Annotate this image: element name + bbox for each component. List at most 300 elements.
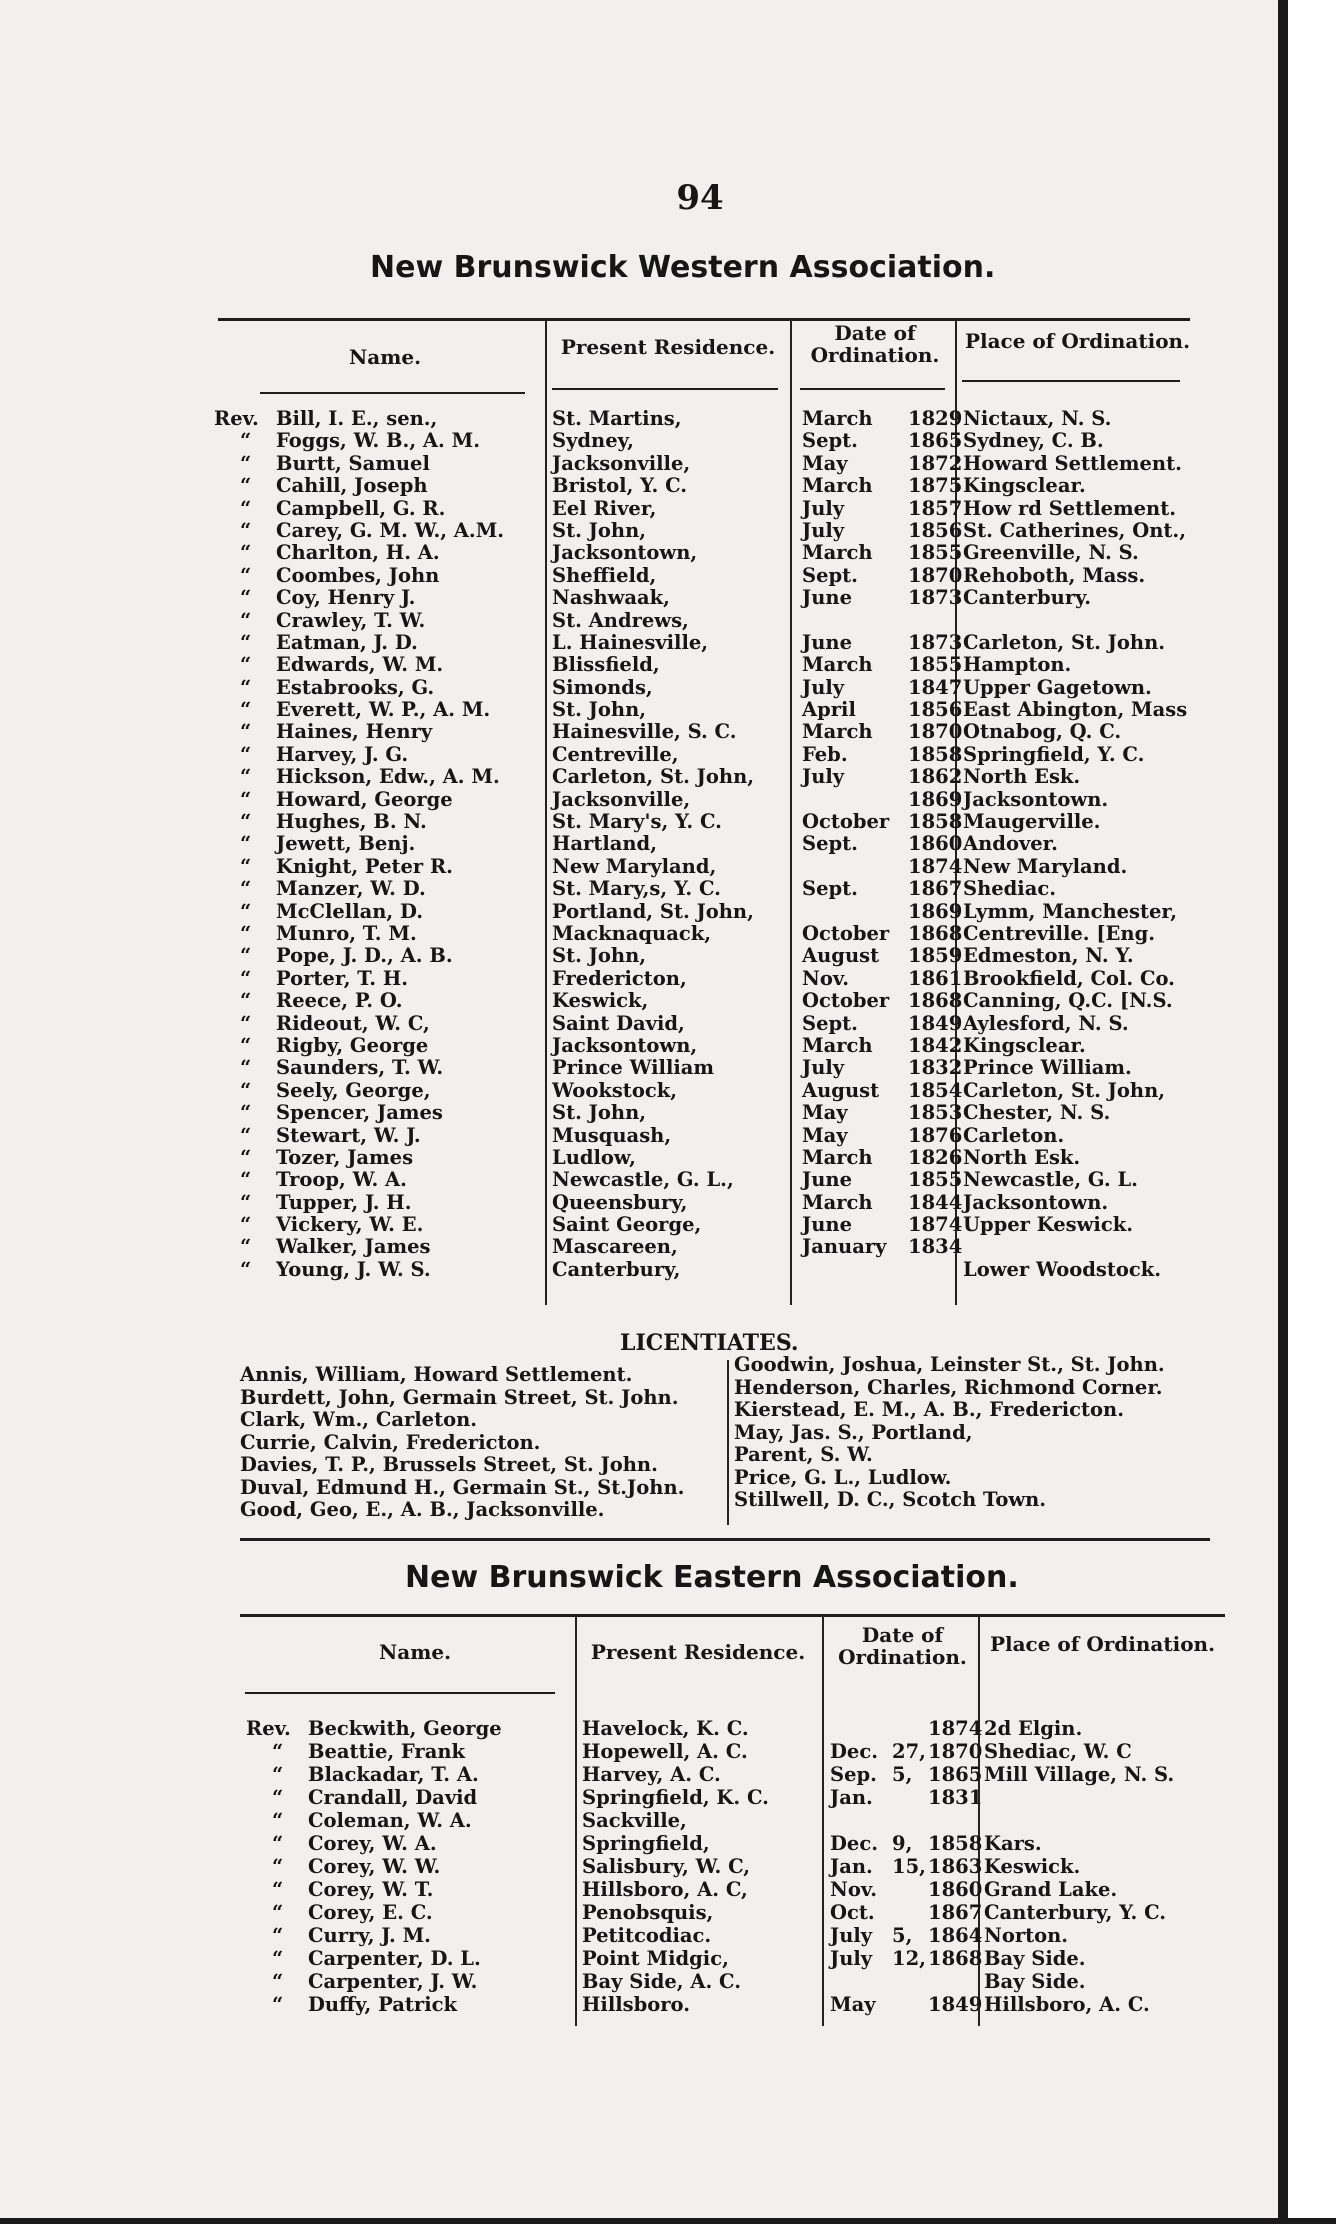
western-header-name: Name. [348, 345, 422, 369]
ordination-month: July [802, 518, 845, 542]
ordination-month: Nov. [830, 1878, 877, 1901]
place-of-ordination: Canning, Q.C. [N.S. [963, 989, 1173, 1013]
present-residence: Jacksontown, [552, 1033, 698, 1057]
place-of-ordination: Jacksontown. [963, 787, 1109, 811]
present-residence: Sydney, [552, 429, 634, 453]
table-row [0, 475, 1290, 497]
table-row [0, 632, 1290, 654]
ordination-month: Sept. [802, 877, 858, 901]
row-prefix: “ [240, 1213, 252, 1237]
ordination-month: March [802, 474, 873, 498]
present-residence: Sackville, [582, 1809, 687, 1832]
ordination-month: August [802, 944, 880, 968]
minister-name: Charlton, H. A. [276, 541, 440, 565]
ordination-year: 1857 [908, 496, 963, 520]
table-row [0, 1147, 1290, 1169]
present-residence: Ludlow, [552, 1145, 636, 1169]
present-residence: Eel River, [552, 496, 657, 520]
ordination-year: 1829 [908, 407, 963, 430]
licentiate-entry: Davies, T. P., Brussels Street, St. John. [240, 1453, 658, 1476]
table-row [0, 990, 1290, 1012]
ordination-year: 1875 [908, 474, 963, 498]
minister-name: Carpenter, J. W. [308, 1970, 478, 1993]
licentiates-right-list [734, 1354, 1165, 1512]
eastern-header-name: Name. [378, 1640, 452, 1664]
place-of-ordination: St. Catherines, Ont., [963, 518, 1186, 542]
present-residence: Hartland, [552, 832, 657, 856]
table-row [0, 610, 1290, 632]
minister-name: Estabrooks, G. [276, 675, 435, 699]
ordination-month: Sept. [802, 429, 858, 453]
place-of-ordination: Upper Keswick. [963, 1213, 1134, 1237]
row-prefix: “ [272, 1809, 284, 1832]
ordination-month: October [802, 989, 890, 1013]
table-row [0, 1013, 1290, 1035]
table-row [0, 1192, 1290, 1214]
western-underline-place [962, 380, 1180, 382]
present-residence: St. Martins, [552, 407, 682, 430]
present-residence: Harvey, A. C. [582, 1763, 721, 1786]
ordination-year: 1870 [908, 563, 963, 587]
western-header-residence: Present Residence. [560, 335, 776, 359]
ordination-year: 1826 [908, 1145, 963, 1169]
place-of-ordination: Canterbury. [963, 586, 1091, 610]
present-residence: Portland, St. John, [552, 899, 754, 923]
ordination-year: 1863 [928, 1855, 983, 1878]
table-row [0, 1035, 1290, 1057]
minister-name: Carpenter, D. L. [308, 1947, 481, 1970]
minister-name: Crandall, David [308, 1786, 478, 1809]
row-prefix: “ [240, 832, 252, 856]
table-row [0, 1925, 1290, 1948]
licentiates-left-list [240, 1364, 684, 1522]
row-prefix: “ [240, 1235, 252, 1259]
place-of-ordination: Kingsclear. [963, 474, 1086, 498]
present-residence: St. John, [552, 944, 647, 968]
minister-name: Bill, I. E., sen., [276, 407, 438, 430]
row-prefix: “ [240, 989, 252, 1013]
present-residence: Jacksontown, [552, 541, 698, 565]
row-prefix: “ [240, 742, 252, 766]
ordination-year: 1869 [908, 899, 963, 923]
ordination-month: Sep. [830, 1763, 877, 1786]
minister-name: Porter, T. H. [276, 966, 409, 990]
present-residence: Petitcodiac. [582, 1924, 712, 1947]
row-prefix: “ [240, 563, 252, 587]
place-of-ordination: Carleton, St. John. [963, 630, 1166, 654]
minister-name: Tupper, J. H. [276, 1190, 412, 1214]
place-of-ordination: Carleton. [963, 1123, 1065, 1147]
present-residence: St. Mary's, Y. C. [552, 810, 722, 834]
minister-name: Coleman, W. A. [308, 1809, 472, 1832]
present-residence: Carleton, St. John, [552, 765, 755, 789]
ordination-month: March [802, 1033, 873, 1057]
ordination-month: May [830, 1993, 876, 2016]
ordination-month: March [802, 541, 873, 565]
place-of-ordination: Centreville. [Eng. [963, 921, 1156, 945]
place-of-ordination: Jacksontown. [963, 1190, 1109, 1214]
licentiate-entry: Clark, Wm., Carleton. [240, 1408, 478, 1431]
ordination-day: 12, [892, 1947, 926, 1970]
western-underline-name [260, 392, 525, 394]
minister-name: Edwards, W. M. [276, 653, 444, 677]
row-prefix: “ [240, 1190, 252, 1214]
place-of-ordination: Upper Gagetown. [963, 675, 1152, 699]
ordination-year: 1854 [908, 1078, 963, 1102]
minister-name: Harvey, J. G. [276, 742, 409, 766]
minister-name: Vickery, W. E. [276, 1213, 424, 1237]
minister-name: Coombes, John [276, 563, 440, 587]
row-prefix: “ [240, 630, 252, 654]
ordination-day: 27, [892, 1740, 926, 1763]
table-row [0, 1833, 1290, 1856]
minister-name: Stewart, W. J. [276, 1123, 421, 1147]
ordination-year: 1860 [928, 1878, 983, 1901]
minister-name: Rigby, George [276, 1033, 429, 1057]
ordination-year: 1832 [908, 1056, 963, 1080]
ordination-month: July [802, 1056, 845, 1080]
row-prefix: “ [240, 1145, 252, 1169]
western-underline-residence [552, 388, 778, 390]
ordination-year: 1869 [908, 787, 963, 811]
licentiates-title: LICENTIATES. [620, 1330, 799, 1356]
minister-name: Seely, George, [276, 1078, 431, 1102]
minister-name: Howard, George [276, 787, 453, 811]
table-row [0, 744, 1290, 766]
table-row [0, 453, 1290, 475]
eastern-table-body [0, 1718, 1290, 2017]
minister-name: Corey, W. T. [308, 1878, 434, 1901]
row-prefix: “ [240, 765, 252, 789]
present-residence: Centreville, [552, 742, 679, 766]
row-prefix: “ [240, 451, 252, 475]
eastern-top-rule [240, 1614, 1225, 1617]
present-residence: Fredericton, [552, 966, 687, 990]
place-of-ordination: Grand Lake. [984, 1878, 1118, 1901]
present-residence: Springfield, [582, 1832, 710, 1855]
table-row [0, 901, 1290, 923]
table-row [0, 1259, 1290, 1281]
place-of-ordination: Keswick. [984, 1855, 1081, 1878]
table-row [0, 811, 1290, 833]
ordination-year: 1859 [908, 944, 963, 968]
table-row [0, 1764, 1290, 1787]
ordination-year: 1868 [908, 989, 963, 1013]
present-residence: Point Midgic, [582, 1947, 729, 1970]
row-prefix: “ [240, 608, 252, 632]
present-residence: Prince William [552, 1056, 715, 1080]
present-residence: Saint David, [552, 1011, 685, 1035]
ordination-year: 1858 [908, 810, 963, 834]
minister-name: Coy, Henry J. [276, 586, 416, 610]
row-prefix: “ [240, 1011, 252, 1035]
row-prefix: “ [240, 877, 252, 901]
present-residence: St. John, [552, 518, 647, 542]
ordination-month: Dec. [830, 1740, 878, 1763]
place-of-ordination: Aylesford, N. S. [963, 1011, 1129, 1035]
present-residence: Jacksonville, [552, 787, 691, 811]
licentiate-entry: Burdett, John, Germain Street, St. John. [240, 1385, 679, 1409]
present-residence: Hillsboro, A. C, [582, 1878, 748, 1901]
row-prefix: Rev. [214, 407, 259, 430]
minister-name: Munro, T. M. [276, 921, 417, 945]
ordination-year: 1849 [928, 1993, 983, 2016]
ordination-month: June [802, 630, 852, 654]
eastern-top-separator [240, 1538, 1210, 1541]
table-row [0, 1236, 1290, 1258]
ordination-month: January [802, 1235, 887, 1259]
table-row [0, 945, 1290, 967]
ordination-month: Dec. [830, 1832, 878, 1855]
western-header-place: Place of Ordination. [964, 329, 1191, 353]
minister-name: Spencer, James [276, 1101, 443, 1125]
place-of-ordination: Nictaux, N. S. [963, 407, 1112, 430]
ordination-year: 1842 [908, 1033, 963, 1057]
ordination-month: October [802, 921, 890, 945]
table-row [0, 677, 1290, 699]
ordination-year: 1865 [928, 1763, 983, 1786]
present-residence: Hillsboro. [582, 1993, 690, 2016]
minister-name: McClellan, D. [276, 899, 424, 923]
minister-name: Haines, Henry [276, 720, 433, 744]
ordination-month: Jan. [830, 1786, 873, 1809]
present-residence: Nashwaak, [552, 586, 670, 610]
row-prefix: “ [272, 1786, 284, 1809]
table-row [0, 1741, 1290, 1764]
ordination-year: 1862 [908, 765, 963, 789]
ordination-year: 1853 [908, 1101, 963, 1125]
place-of-ordination: Rehoboth, Mass. [963, 563, 1146, 587]
place-of-ordination: Newcastle, G. L. [963, 1168, 1138, 1192]
ordination-day: 9, [892, 1832, 913, 1855]
ordination-month: Oct. [830, 1901, 875, 1924]
row-prefix: “ [240, 1101, 252, 1125]
place-of-ordination: Chester, N. S. [963, 1101, 1111, 1125]
western-header-date: Date of Ordination. [810, 321, 940, 367]
minister-name: Curry, J. M. [308, 1924, 431, 1947]
ordination-month: April [802, 698, 856, 722]
minister-name: Pope, J. D., A. B. [276, 944, 453, 968]
table-row [0, 498, 1290, 520]
present-residence: St. Mary,s, Y. C. [552, 877, 721, 901]
table-row [0, 408, 1290, 430]
present-residence: Queensbury, [552, 1190, 688, 1214]
place-of-ordination: New Maryland. [963, 854, 1128, 878]
scan-margin-right [1288, 0, 1336, 2224]
place-of-ordination: Lymm, Manchester, [963, 899, 1178, 923]
minister-name: Rideout, W. C, [276, 1011, 430, 1035]
licentiate-entry: May, Jas. S., Portland, [734, 1420, 973, 1444]
present-residence: Macknaquack, [552, 921, 712, 945]
table-row [0, 1080, 1290, 1102]
ordination-month: July [802, 765, 845, 789]
table-row [0, 1948, 1290, 1971]
present-residence: Simonds, [552, 675, 653, 699]
ordination-month: March [802, 407, 873, 430]
ordination-year: 1868 [928, 1947, 983, 1970]
table-row [0, 856, 1290, 878]
row-prefix: “ [240, 787, 252, 811]
minister-name: Manzer, W. D. [276, 877, 426, 901]
place-of-ordination: Shediac. [963, 877, 1057, 901]
table-row [0, 699, 1290, 721]
row-prefix: “ [272, 1878, 284, 1901]
minister-name: Reece, P. O. [276, 989, 403, 1013]
row-prefix: “ [240, 921, 252, 945]
row-prefix: “ [240, 474, 252, 498]
licentiate-entry: Kierstead, E. M., A. B., Fredericton. [734, 1398, 1124, 1421]
place-of-ordination: East Abington, Mass [963, 698, 1188, 722]
present-residence: St. John, [552, 698, 647, 722]
ordination-year: 1834 [908, 1235, 963, 1259]
row-prefix: “ [272, 1855, 284, 1878]
ordination-year: 1874 [908, 854, 963, 878]
ordination-year: 1844 [908, 1190, 963, 1214]
row-prefix: “ [272, 1947, 284, 1970]
place-of-ordination: Shediac, W. C [984, 1740, 1132, 1763]
row-prefix: “ [240, 1078, 252, 1102]
ordination-month: March [802, 720, 873, 744]
ordination-year: 1873 [908, 630, 963, 654]
table-row [0, 833, 1290, 855]
minister-name: Knight, Peter R. [276, 854, 453, 878]
ordination-year: 1849 [908, 1011, 963, 1035]
table-row [0, 565, 1290, 587]
table-row [0, 430, 1290, 452]
table-row [0, 542, 1290, 564]
ordination-month: Jan. [830, 1855, 873, 1878]
row-prefix: “ [240, 518, 252, 542]
table-row [0, 1856, 1290, 1879]
western-top-rule [218, 318, 1190, 321]
present-residence: Newcastle, G. L., [552, 1168, 734, 1192]
place-of-ordination: How rd Settlement. [963, 496, 1177, 520]
place-of-ordination: Greenville, N. S. [963, 541, 1139, 565]
ordination-day: 5, [892, 1924, 913, 1947]
table-row [0, 1810, 1290, 1833]
minister-name: Cahill, Joseph [276, 474, 428, 498]
ordination-year: 1873 [908, 586, 963, 610]
minister-name: Walker, James [276, 1235, 431, 1259]
licentiate-entry: Annis, William, Howard Settlement. [240, 1363, 633, 1386]
minister-name: Tozer, James [276, 1145, 414, 1169]
table-row [0, 1971, 1290, 1994]
ordination-month: Sept. [802, 832, 858, 856]
present-residence: Jacksonville, [552, 451, 691, 475]
ordination-year: 1864 [928, 1924, 983, 1947]
place-of-ordination: 2d Elgin. [984, 1717, 1083, 1740]
ordination-year: 1858 [908, 742, 963, 766]
minister-name: Corey, W. A. [308, 1832, 437, 1855]
ordination-day: 5, [892, 1763, 913, 1786]
ordination-year: 1855 [908, 1168, 963, 1192]
row-prefix: “ [240, 653, 252, 677]
ordination-month: August [802, 1078, 880, 1102]
table-row [0, 1879, 1290, 1902]
ordination-month: June [802, 1213, 852, 1237]
ordination-month: Nov. [802, 966, 849, 990]
row-prefix: “ [240, 496, 252, 520]
western-table-body [0, 408, 1290, 1281]
row-prefix: “ [240, 720, 252, 744]
eastern-header-place: Place of Ordination. [989, 1632, 1216, 1656]
minister-name: Everett, W. P., A. M. [276, 698, 491, 722]
place-of-ordination: Bay Side. [984, 1947, 1086, 1970]
ordination-month: May [802, 451, 848, 475]
ordination-year: 1856 [908, 698, 963, 722]
ordination-month: October [802, 810, 890, 834]
table-row [0, 587, 1290, 609]
row-prefix: “ [240, 1056, 252, 1080]
place-of-ordination: Prince William. [963, 1056, 1132, 1080]
ordination-year: 1874 [908, 1213, 963, 1237]
table-row [0, 1169, 1290, 1191]
table-row [0, 1994, 1290, 2017]
scan-border-bottom [0, 2218, 1336, 2224]
licentiate-entry: Good, Geo, E., A. B., Jacksonville. [240, 1498, 605, 1521]
present-residence: Hainesville, S. C. [552, 720, 737, 744]
row-prefix: “ [240, 899, 252, 923]
ordination-year: 1867 [908, 877, 963, 901]
table-row [0, 1102, 1290, 1124]
minister-name: Corey, E. C. [308, 1901, 433, 1924]
eastern-underline-name [245, 1692, 555, 1694]
row-prefix: “ [240, 586, 252, 610]
row-prefix: “ [240, 675, 252, 699]
row-prefix: “ [240, 854, 252, 878]
licentiate-entry: Price, G. L., Ludlow. [734, 1465, 952, 1489]
place-of-ordination: Lower Woodstock. [963, 1257, 1162, 1281]
minister-name: Corey, W. W. [308, 1855, 441, 1878]
licentiate-entry: Henderson, Charles, Richmond Corner. [734, 1375, 1163, 1399]
row-prefix: “ [272, 1832, 284, 1855]
row-prefix: “ [240, 698, 252, 722]
row-prefix: “ [272, 1970, 284, 1993]
minister-name: Troop, W. A. [276, 1168, 407, 1192]
table-row [0, 1902, 1290, 1925]
ordination-year: 1858 [928, 1832, 983, 1855]
present-residence: Musquash, [552, 1123, 672, 1147]
ordination-year: 1870 [928, 1740, 983, 1763]
ordination-year: 1865 [908, 429, 963, 453]
present-residence: L. Hainesville, [552, 630, 709, 654]
ordination-day: 15, [892, 1855, 926, 1878]
minister-name: Eatman, J. D. [276, 630, 418, 654]
place-of-ordination: Kingsclear. [963, 1033, 1086, 1057]
ordination-month: Sept. [802, 563, 858, 587]
minister-name: Jewett, Benj. [276, 832, 416, 856]
present-residence: Springfield, K. C. [582, 1786, 769, 1809]
place-of-ordination: North Esk. [963, 765, 1081, 789]
row-prefix: “ [272, 1924, 284, 1947]
eastern-title: New Brunswick Eastern Association. [405, 1560, 1019, 1595]
licentiate-entry: Parent, S. W. [734, 1443, 873, 1466]
place-of-ordination: Andover. [963, 832, 1058, 856]
ordination-month: March [802, 1190, 873, 1214]
place-of-ordination: Mill Village, N. S. [984, 1763, 1175, 1786]
table-row [0, 789, 1290, 811]
ordination-month: Feb. [802, 742, 848, 766]
minister-name: Carey, G. M. W., A.M. [276, 518, 505, 542]
present-residence: Mascareen, [552, 1235, 678, 1259]
ordination-month: July [802, 675, 845, 699]
ordination-month: June [802, 586, 852, 610]
minister-name: Foggs, W. B., A. M. [276, 429, 480, 453]
eastern-header-date: Date of Ordination. [838, 1623, 967, 1669]
table-row [0, 1057, 1290, 1079]
present-residence: Penobsquis, [582, 1901, 714, 1924]
ordination-year: 1867 [928, 1901, 983, 1924]
